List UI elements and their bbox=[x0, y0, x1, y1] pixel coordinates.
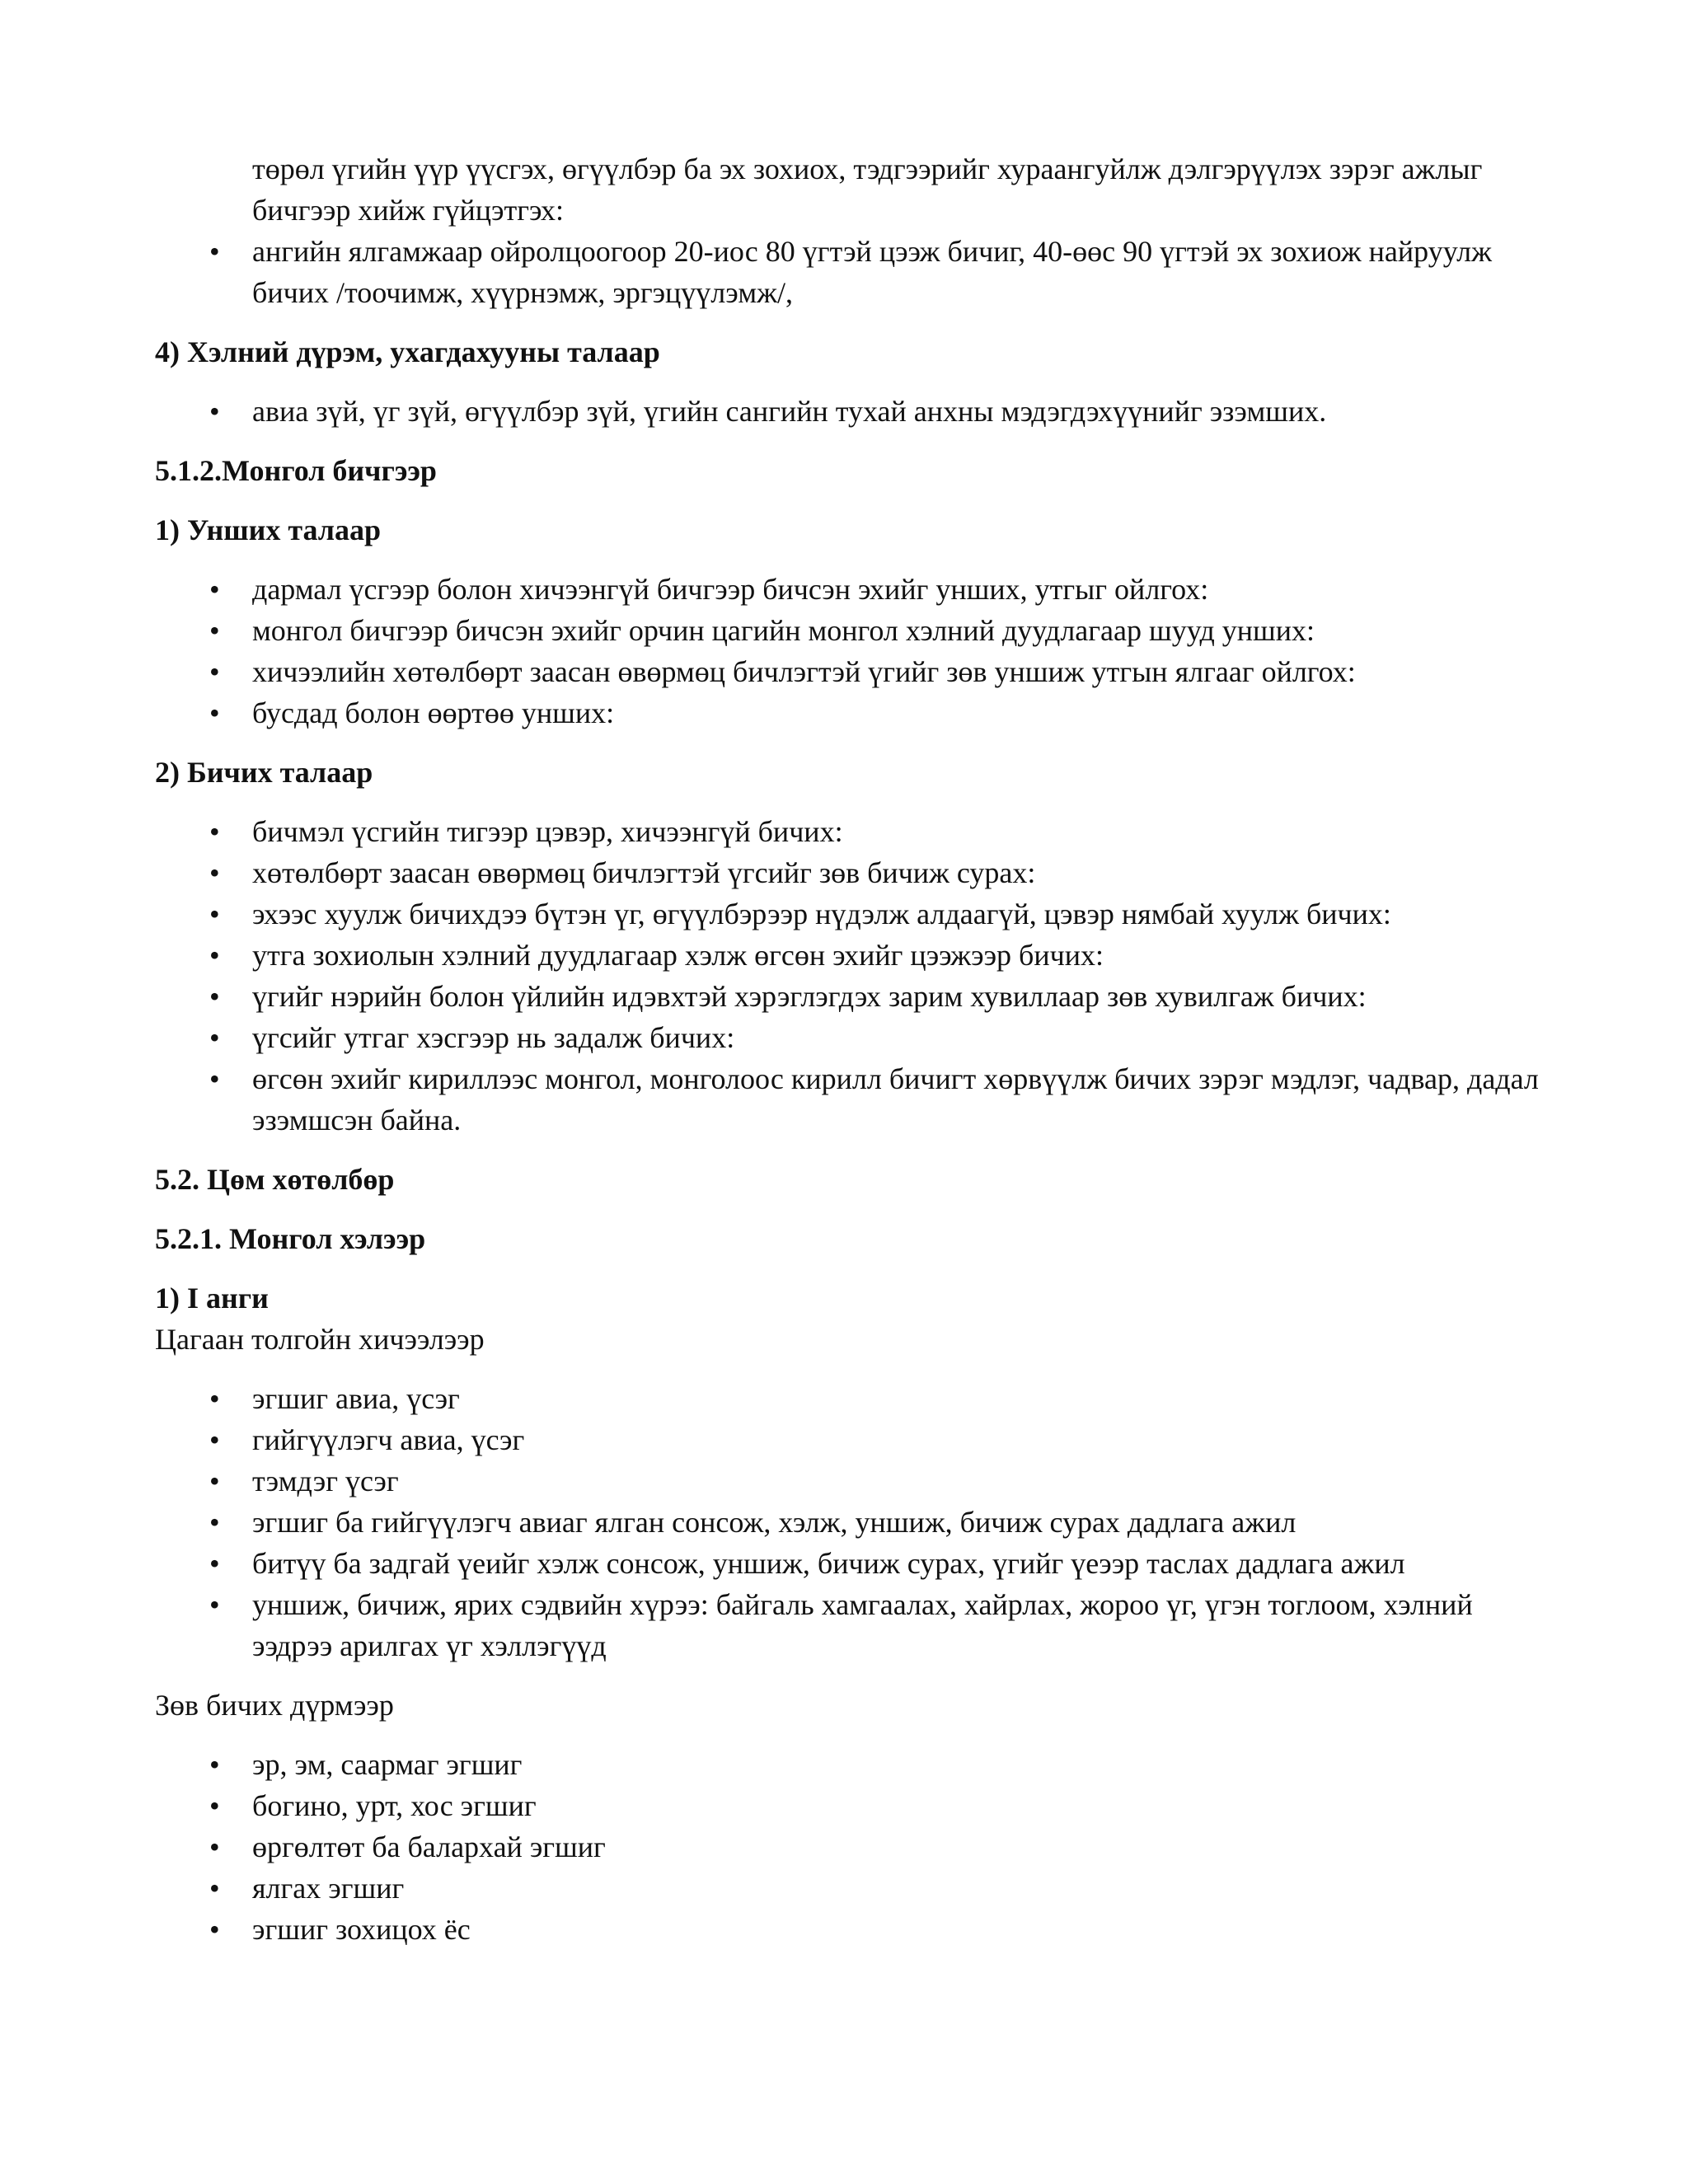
list-item: • үгийг нэрийн болон үйлийн идэвхтэй хэрэглэгдэх зарим хувиллаар зөв хувилгаж бичих: bbox=[155, 976, 1540, 1017]
section-heading-5-2: 5.2. Цөм хөтөлбөр bbox=[155, 1163, 395, 1196]
reading-heading: 1) Унших талаар bbox=[155, 513, 381, 546]
list-item: • эгшиг ба гийгүүлэгч авиаг ялган сонсож, хэлж, уншиж, бичиж сурах дадлага ажил bbox=[155, 1502, 1540, 1543]
section-heading-4: 4) Хэлний дүрэм, ухагдахууны талаар bbox=[155, 335, 660, 368]
list-item: • богино, урт, хос эгшиг bbox=[155, 1785, 1540, 1826]
list-item: • уншиж, бичиж, ярих сэдвийн хүрээ: байгаль хамгаалах, хайрлах, жороо үг, үгэн тоглоом, хэлний ээдрээ арилгах үг хэллэгүүд bbox=[155, 1584, 1540, 1666]
writing-heading: 2) Бичих талаар bbox=[155, 756, 373, 789]
list-item: • бичмэл үсгийн тигээр цэвэр, хичээнгүй бичих: bbox=[155, 811, 1540, 852]
grade-1-heading: 1) I анги bbox=[155, 1282, 269, 1315]
list-item: • бусдад болон өөртөө унших: bbox=[155, 692, 1540, 733]
writing-list bbox=[155, 811, 1540, 1141]
list-item: • үгсийг утгаг хэсгээр нь задалж бичих: bbox=[155, 1017, 1540, 1058]
list-item: • өргөлтөт ба балархай эгшиг bbox=[155, 1826, 1540, 1868]
list-item: • хичээлийн хөтөлбөрт заасан өвөрмөц бичлэгтэй үгийг зөв уншиж утгын ялгааг ойлгох: bbox=[155, 651, 1540, 692]
alphabet-lessons-subheading: Цагаан толгойн хичээлээр bbox=[155, 1323, 485, 1356]
section-heading-5-2-1: 5.2.1. Монгол хэлээр bbox=[155, 1222, 426, 1255]
alphabet-lessons-list bbox=[155, 1378, 1540, 1666]
reading-list bbox=[155, 569, 1540, 733]
list-item: • ангийн ялгамжаар ойролцоогоор 20-иос 80 үгтэй цээж бичиг, 40-өөс 90 үгтэй эх зохиож найруулж бичих /тоочимж, хүүрнэмж, эргэцүүлэмж/, bbox=[155, 231, 1540, 313]
list-item: • эгшиг зохицох ёс bbox=[155, 1909, 1540, 1950]
list-item: • эгшиг авиа, үсэг bbox=[155, 1378, 1540, 1419]
list-item: • эр, эм, саармаг эгшиг bbox=[155, 1744, 1540, 1785]
spelling-rules-list bbox=[155, 1744, 1540, 1950]
spelling-rules-subheading: Зөв бичих дүрмээр bbox=[155, 1689, 394, 1722]
list-item: • дармал үсгээр болон хичээнгүй бичгээр бичсэн эхийг унших, утгыг ойлгох: bbox=[155, 569, 1540, 610]
list-item: • авиа зүй, үг зүй, өгүүлбэр зүй, үгийн сангийн тухай анхны мэдэгдэхүүнийг эзэмших. bbox=[155, 391, 1540, 432]
top-list bbox=[155, 231, 1540, 313]
grammar-list bbox=[155, 391, 1540, 432]
list-item: • ялгах эгшиг bbox=[155, 1868, 1540, 1909]
document-page bbox=[155, 148, 1540, 1950]
continuation-text: төрөл үгийн үүр үүсгэх, өгүүлбэр ба эх зохиох, тэдгээрийг хураангуйлж дэлгэрүүлэх зэрэг ажлыг бичгээр хийж гүйцэтгэх: bbox=[252, 152, 1483, 227]
list-item: • битүү ба задгай үеийг хэлж сонсож, уншиж, бичиж сурах, үгийг үеээр таслах дадлага ажил bbox=[155, 1543, 1540, 1584]
list-item: • гийгүүлэгч авиа, үсэг bbox=[155, 1419, 1540, 1460]
list-item: • өгсөн эхийг кириллээс монгол, монголоос кирилл бичигт хөрвүүлж бичих зэрэг мэдлэг, чадвар, дадал эзэмшсэн байна. bbox=[155, 1058, 1540, 1141]
list-item: • утга зохиолын хэлний дуудлагаар хэлж өгсөн эхийг цээжээр бичих: bbox=[155, 935, 1540, 976]
list-item: • хөтөлбөрт заасан өвөрмөц бичлэгтэй үгсийг зөв бичиж сурах: bbox=[155, 852, 1540, 893]
list-item: • эхээс хуулж бичихдээ бүтэн үг, өгүүлбэрээр нүдэлж алдаагүй, цэвэр нямбай хуулж бичих: bbox=[155, 893, 1540, 935]
list-item: • тэмдэг үсэг bbox=[155, 1460, 1540, 1502]
list-item: • монгол бичгээр бичсэн эхийг орчин цагийн монгол хэлний дуудлагаар шууд унших: bbox=[155, 610, 1540, 651]
section-heading-5-1-2: 5.1.2.Монгол бичгээр bbox=[155, 454, 437, 487]
